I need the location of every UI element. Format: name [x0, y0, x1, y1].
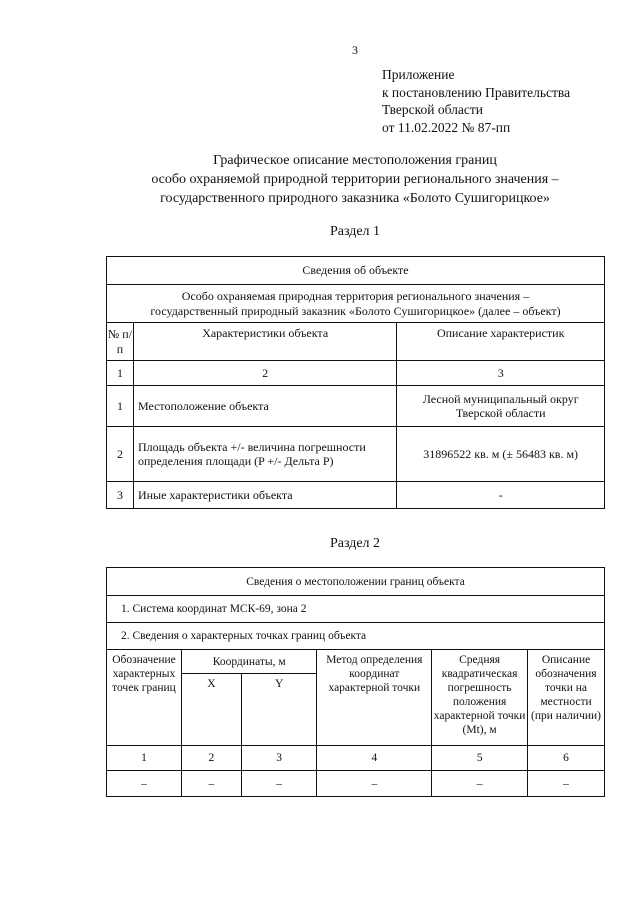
row-description: -	[397, 482, 605, 509]
empty-cell: –	[107, 771, 182, 797]
number-cell: 4	[317, 746, 432, 771]
row-number: 1	[107, 386, 134, 427]
row-characteristic: Иные характеристики объекта	[133, 482, 396, 509]
number-cell: 3	[241, 746, 317, 771]
column-header-num: № п/п	[107, 323, 134, 361]
header-designation: Обозначение характерных точек границ	[107, 650, 182, 746]
header-error: Средняя квадратическая погрешность положения характерной точки (Mt), м	[432, 650, 528, 746]
object-name-line: государственный природный заказник «Болото Сушигорицкое» (далее – объект)	[150, 303, 561, 318]
number-cell: 2	[181, 746, 241, 771]
empty-cell: –	[528, 771, 605, 797]
empty-cell: –	[317, 771, 432, 797]
title-line: государственного природного заказника «Болото Сушигорицкое»	[160, 191, 550, 206]
row-description: 31896522 кв. м (± 56483 кв. м)	[397, 427, 605, 482]
row-number: 2	[107, 427, 134, 482]
column-header-description: Описание характеристик	[397, 323, 605, 361]
header-description: Описание обозначения точки на местности (при наличии)	[528, 650, 605, 746]
number-cell: 2	[133, 361, 396, 386]
section-1-heading: Раздел 1	[329, 224, 381, 239]
row-description: Лесной муниципальный округ Тверской области	[397, 386, 605, 427]
appendix-block	[382, 66, 570, 136]
appendix-line: Тверской области	[382, 102, 483, 117]
points-title: 2. Сведения о характерных точках границ объекта	[107, 623, 605, 650]
coordinate-system: 1. Система координат МСК-69, зона 2	[107, 596, 605, 623]
number-cell: 5	[432, 746, 528, 771]
title-line: Графическое описание местоположения границ	[213, 153, 497, 168]
title-line: особо охраняемой природной территории регионального значения –	[151, 172, 559, 187]
number-cell: 6	[528, 746, 605, 771]
header-coordinates: Координаты, м	[181, 650, 317, 674]
header-x: X	[181, 674, 241, 746]
table-row	[107, 386, 605, 427]
table-row	[107, 427, 605, 482]
row-characteristic: Местоположение объекта	[133, 386, 396, 427]
empty-cell: –	[432, 771, 528, 797]
table-title: Сведения об объекте	[107, 257, 605, 285]
empty-cell: –	[241, 771, 317, 797]
object-name-line: Особо охраняемая природная территория регионального значения –	[181, 289, 530, 303]
section-2-heading: Раздел 2	[329, 536, 381, 551]
appendix-line: Приложение	[382, 67, 455, 82]
object-name-cell	[107, 285, 605, 323]
document-title	[100, 151, 610, 208]
page-number: 3	[352, 43, 358, 57]
boundary-table	[106, 567, 605, 797]
number-cell: 3	[397, 361, 605, 386]
header-y: Y	[241, 674, 317, 746]
appendix-line: к постановлению Правительства	[382, 84, 571, 100]
number-cell: 1	[107, 746, 182, 771]
table-title: Сведения о местоположении границ объекта	[107, 568, 605, 596]
row-characteristic: Площадь объекта +/- величина погрешности определения площади (P +/- Дельта P)	[133, 427, 396, 482]
row-number: 3	[107, 482, 134, 509]
appendix-line: от 11.02.2022 № 87-пп	[382, 119, 511, 135]
table-row	[107, 482, 605, 509]
number-cell: 1	[107, 361, 134, 386]
empty-cell: –	[181, 771, 241, 797]
object-info-table	[106, 256, 605, 509]
header-method: Метод определения координат характерной точки	[317, 650, 432, 746]
column-header-characteristic: Характеристики объекта	[133, 323, 396, 361]
table-row	[107, 771, 605, 797]
